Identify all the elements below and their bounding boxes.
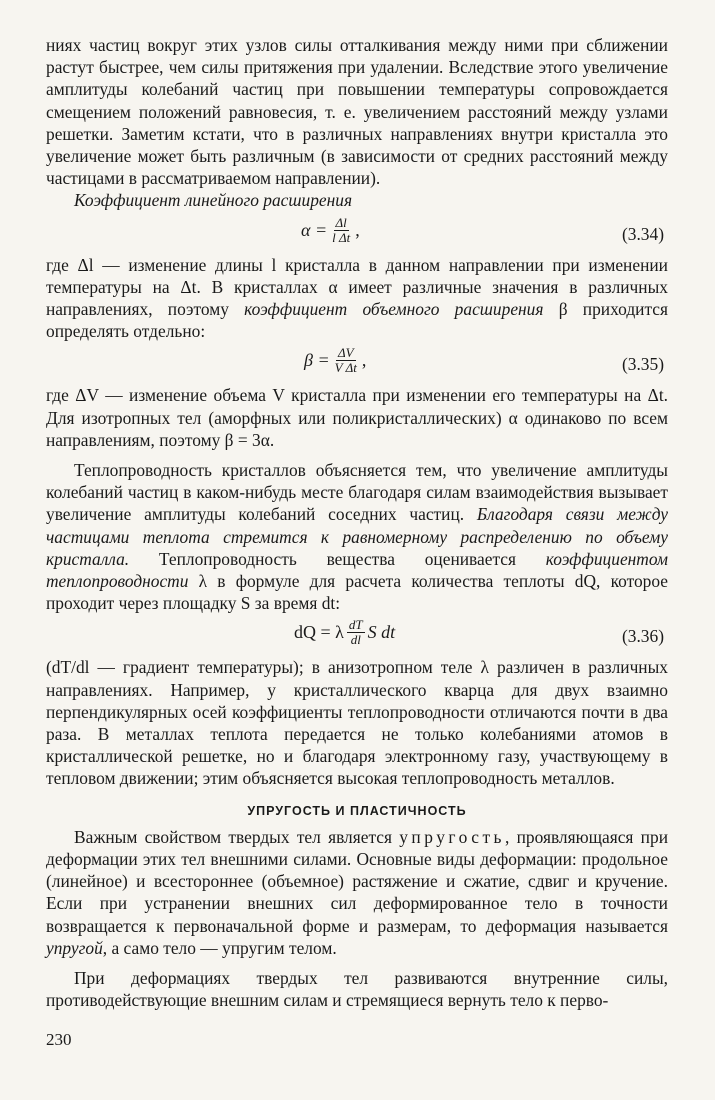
italic-term: коэффициент объемного расширения [244, 299, 544, 320]
paragraph-3 [46, 254, 668, 343]
fraction [330, 216, 352, 245]
fraction-numerator: Δl [335, 214, 347, 230]
paragraph-5 [46, 459, 668, 614]
equation-3-34 [46, 212, 668, 254]
text-span: , а само тело — упругим телом. [102, 937, 337, 958]
page-number: 230 [46, 1030, 72, 1049]
equation-3-36 [46, 614, 668, 656]
fraction-denominator: dl [350, 632, 361, 648]
equation-number: (3.36) [621, 626, 664, 647]
text-span: , проявляющаяся при деформации этих тел внешними силами. Основные виды деформации: продольное (линейное) и всестороннее (объемное) растяжение и сжатие, сдвиг и кручение. Если при устранении внешних сил деформированное тело в точности возвращается к первоначальной форме и размерам, то деформация называется [46, 826, 668, 936]
fraction [333, 346, 359, 375]
paragraph-linear-expansion-label [46, 189, 668, 211]
italic-sentence: Благодаря связи между частицами теплота стремится к равномерному распределению по объему кристалла. [46, 504, 668, 569]
text-span: β приходится определять отдельно: [46, 299, 668, 342]
italic-term: Коэффициент линейного расширения [74, 190, 353, 211]
paragraph-1: ниях частиц вокруг этих узлов силы отталкивания между ними при сближении растут быстрее, чем силы притяжения при удалении. Вследствие этого увеличение амплитуды колебаний частиц при повышении температуры сопровождается смещением положений равновесия, т. е. увеличением расстояний между узлами решетки. Заметим кстати, что в различных направлениях внутри кристалла это увеличение может быть различным (в зависимости от средних расстояний между частицами в рассматриваемом направлении). [46, 35, 668, 189]
paragraph-7 [46, 826, 668, 959]
equation-expression [294, 618, 395, 647]
paragraph-4: где ΔV — изменение объема V кристалла при изменении его температуры на Δt. Для изотропных тел (аморфных или поликристаллических) α одинаково по всем направлениям, поэтому β = 3α. [46, 385, 668, 450]
equation-3-35 [46, 342, 668, 384]
spaced-term: упругость [399, 826, 505, 847]
text-span: Теплопроводность вещества оценивается [129, 548, 546, 569]
equation-lhs: α = [301, 219, 328, 240]
italic-term: коэффициентом теплопроводности [46, 548, 668, 592]
fraction [347, 618, 365, 647]
text-span: Важным свойством твердых тел является [74, 826, 400, 847]
text-span: Теплопроводность кристаллов объясняется тем, что увеличение амплитуды колебаний частиц в каком-нибудь месте благодаря силам взаимодействия вызывает увеличение амплитуды колебаний соседних частиц. [46, 460, 668, 525]
text-span: где Δl — изменение длины l кристалла в данном направлении при изменении температуры на Δt. В кристаллах α имеет различные значения в различных направлениях, поэтому [46, 254, 668, 320]
equation-lhs: dQ = λ [294, 622, 344, 643]
paragraph-6: (dT/dl — градиент температуры); в анизотропном теле λ различен в различных направлениях. Например, у кристаллического кварца для двух взаимно перпендикулярных осей коэффициенты теплопроводности отличаются почти в два раза. В металлах теплота передается не только колебаниями атомов в кристаллической решетке, но и благодаря электронному газу, участвующему в тепловом движении; этим объясняется высокая теплопроводность металлов. [46, 657, 668, 789]
equation-lhs: β = [304, 350, 330, 371]
equation-expression [301, 216, 360, 245]
fraction-numerator: ΔV [337, 345, 354, 361]
equation-tail: , [361, 350, 367, 371]
section-heading: УПРУГОСТЬ И ПЛАСТИЧНОСТЬ [247, 803, 467, 818]
equation-tail: S dt [367, 622, 396, 643]
paragraph-8: При деформациях твердых тел развиваются внутренние силы, противодействующие внешним силам и стремящиеся вернуть тело к перво- [46, 967, 668, 1011]
page-body [46, 34, 668, 1011]
equation-number: (3.35) [621, 354, 664, 375]
text-span: λ в формуле для расчета количества теплоты dQ, которое проходит через площадку S за время dt: [46, 571, 668, 614]
italic-term: упругой [46, 937, 103, 958]
equation-number: (3.34) [621, 223, 664, 244]
fraction-denominator: l Δt [332, 229, 351, 245]
equation-tail: , [355, 219, 360, 240]
equation-expression [304, 346, 366, 375]
fraction-numerator: dT [348, 617, 363, 633]
fraction-denominator: V Δt [334, 360, 357, 376]
